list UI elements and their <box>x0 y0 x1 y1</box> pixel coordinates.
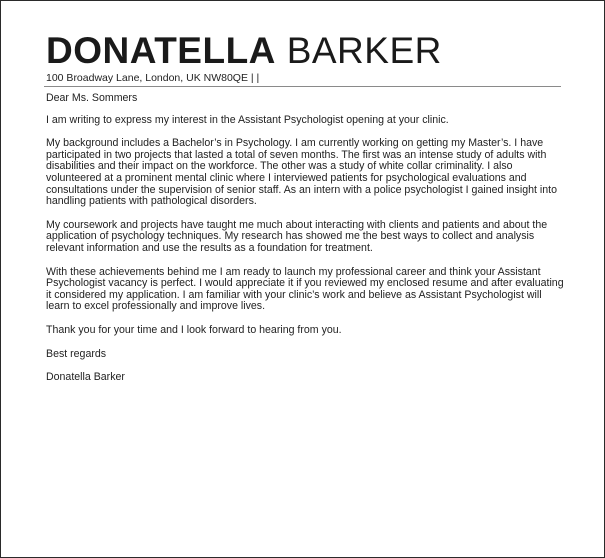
paragraph-intro: I am writing to express my interest in the Assistant Psychologist opening at your clinic. <box>46 113 449 126</box>
sender-first-name: DONATELLA <box>46 30 276 71</box>
paragraph-thanks: Thank you for your time and I look forward to hearing from you. <box>46 323 342 336</box>
signature: Donatella Barker <box>46 371 125 384</box>
paragraph-background: My background includes a Bachelor’s in Psychology. I am currently working on getting my Master’s. I have participated in two projects that lasted a total of seven months. The first was an intense study of adults with disabilities and their impact on the workforce. The other was a study of white collar criminality. I also volunteered at a prominent mental clinic where I interviewed patients for psychological evaluations and consultations under the supervision of senior staff. As an intern with a police psychologist I gained insight into handling patients with pathological disorders. <box>46 137 557 208</box>
contact-line: 100 Broadway Lane, London, UK NW80QE | | <box>46 72 260 84</box>
letter-body <box>46 93 566 396</box>
header-divider <box>44 86 561 87</box>
letter-header <box>46 31 442 71</box>
paragraph-achievements: With these achievements behind me I am ready to launch my professional career and think your Assistant Psychologist vacancy is perfect. I would appreciate it if you reviewed my enclosed resume and after evaluating it considered my application. I am familiar with your clinic’s work and believe as Assistant Psychologist will learn to excel professionally and improve lives. <box>46 265 564 313</box>
salutation: Dear Ms. Sommers <box>46 92 138 104</box>
closing: Best regards <box>46 347 107 360</box>
sender-last-name: BARKER <box>286 30 442 71</box>
sender-name <box>46 30 442 71</box>
paragraph-coursework: My coursework and projects have taught me much about interacting with clients and patients and about the application of psychology techniques. My research has showed me the best ways to collect and analysis relevant information and use the results as a foundation for treatment. <box>46 218 548 254</box>
